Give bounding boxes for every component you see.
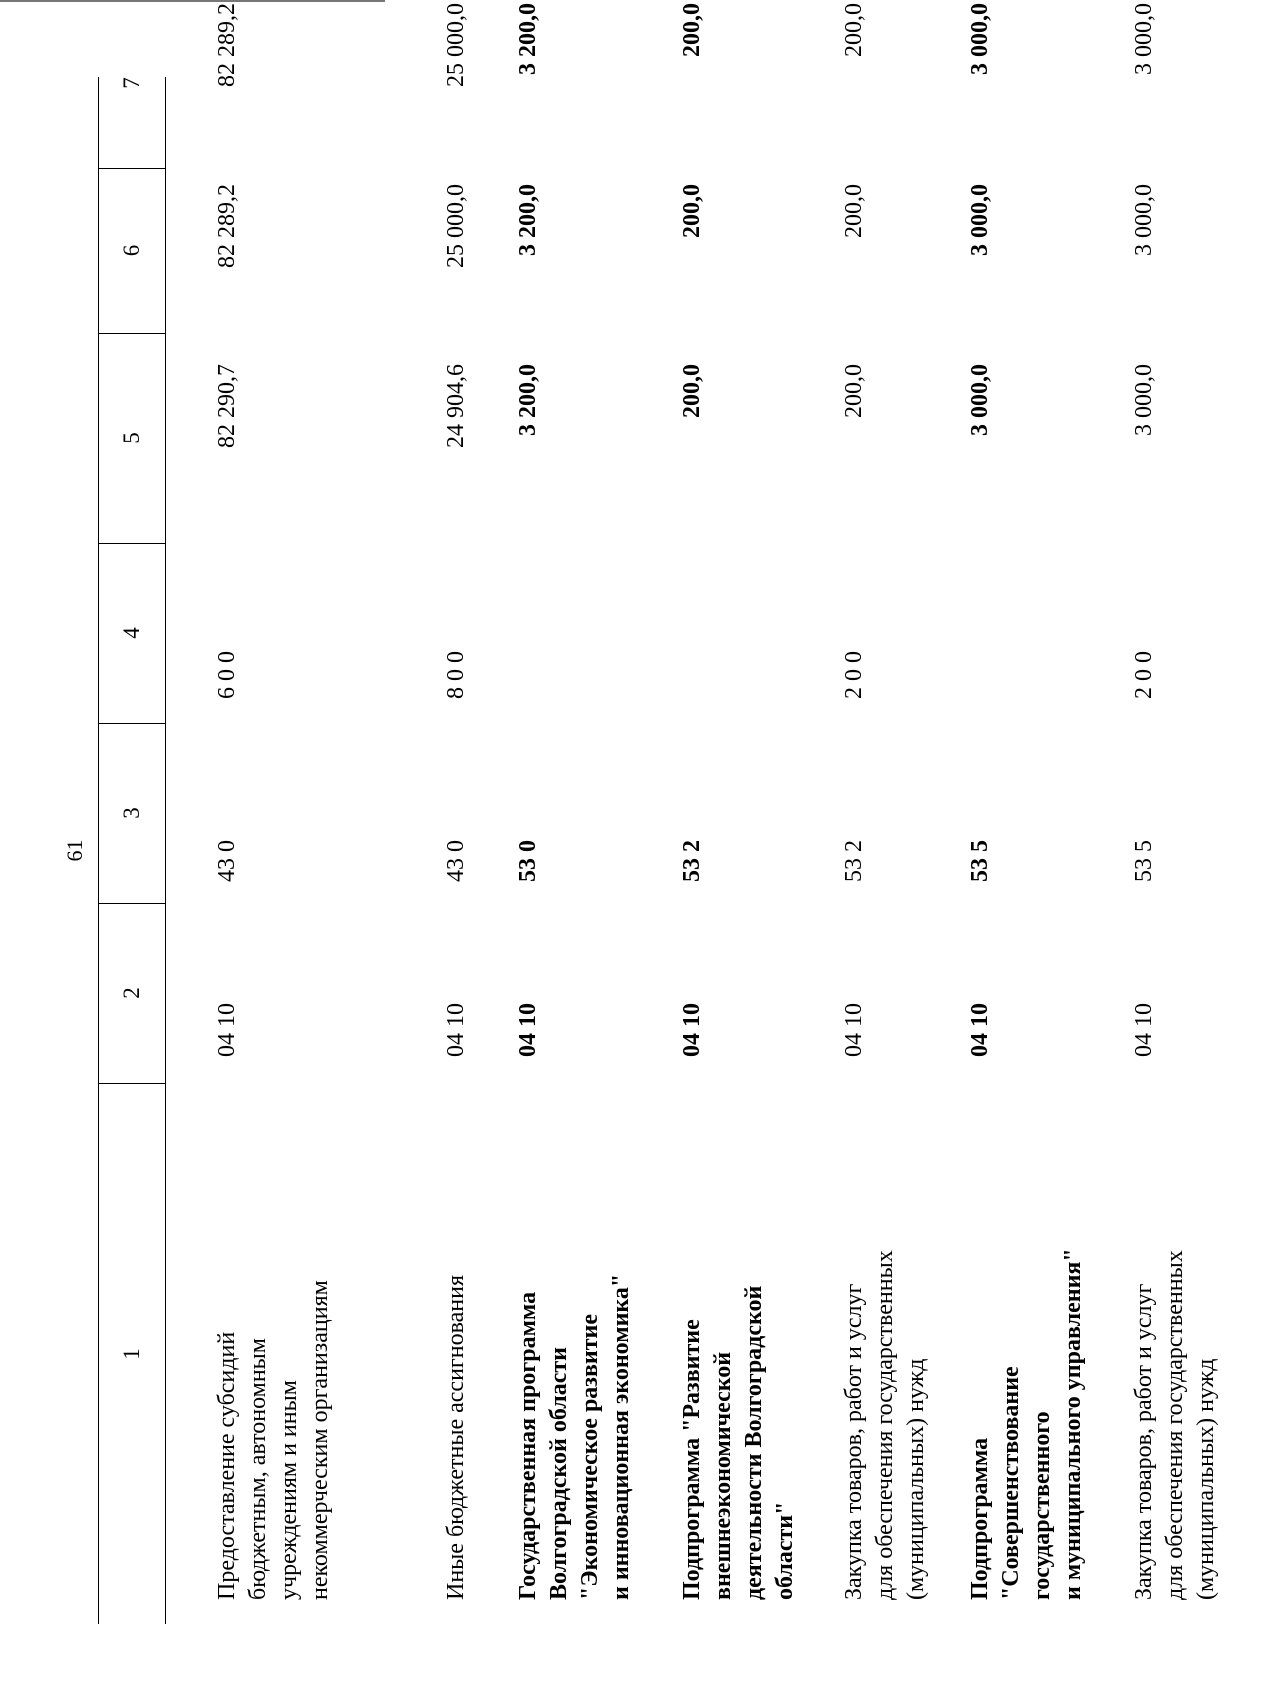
table-header [98, 77, 166, 1624]
cell-c2: 04 10 [515, 1003, 541, 1057]
cell-c2: 04 10 [841, 1003, 867, 1057]
budget-table [98, 3, 1266, 1624]
row-name-line: Предоставление субсидий [214, 1331, 240, 1600]
column-header-6: 6 [99, 168, 165, 334]
column-header-7: 7 [99, 0, 165, 169]
row-name [839, 1084, 932, 1624]
cell-c2: 04 10 [1131, 1003, 1157, 1057]
row-name-line: для обеспечения государственных [872, 1250, 898, 1600]
row-name-line: и муниципального управления" [1060, 1248, 1086, 1600]
cell-c3: 53 5 [967, 840, 993, 882]
table-row [212, 0, 362, 1624]
row-name-line: бюджетным, автономным [245, 1338, 271, 1600]
row-name-line: Закупка товаров, работ и услуг [841, 1283, 867, 1600]
cell-c7: 25 000,0 [443, 3, 469, 87]
page-number: 61 [62, 839, 87, 862]
row-name-line: области" [772, 1501, 798, 1600]
cell-c6: 82 289,2 [214, 184, 240, 268]
cell-c6: 3 200,0 [515, 184, 541, 256]
cell-c2: 04 10 [443, 1003, 469, 1057]
cell-c3: 53 0 [515, 840, 541, 882]
row-name-line: "Экономическое развитие [577, 1313, 603, 1600]
cell-c2: 04 10 [967, 1003, 993, 1057]
cell-c4: 600 [214, 645, 240, 699]
cell-c5: 3 200,0 [515, 364, 541, 436]
row-name-line: (муниципальных) нужд [1193, 1358, 1219, 1600]
cell-c6: 25 000,0 [443, 184, 469, 268]
cell-c5: 82 290,7 [214, 364, 240, 448]
cell-c3: 53 5 [1131, 840, 1157, 882]
column-header-1: 1 [119, 1348, 144, 1360]
row-name-line: учреждениям и иным [276, 1380, 302, 1600]
row-name [965, 1084, 1089, 1624]
table-body [166, 3, 1266, 1624]
cell-c7: 3 200,0 [515, 3, 541, 75]
row-name [212, 1084, 336, 1624]
row-name [513, 1084, 637, 1624]
row-name [441, 1084, 472, 1624]
row-name-line: Подпрограмма "Развитие [679, 1319, 705, 1600]
row-name-line: Волгоградской области [546, 1347, 572, 1600]
cell-c6: 200,0 [679, 184, 705, 238]
cell-c6: 200,0 [841, 184, 867, 238]
cell-c6: 3 000,0 [967, 184, 993, 256]
cell-c4: 200 [841, 645, 867, 699]
cell-c2: 04 10 [214, 1003, 240, 1057]
table-row [677, 0, 827, 1624]
row-name-line: Закупка товаров, работ и услуг [1131, 1283, 1157, 1600]
column-header-5: 5 [99, 333, 165, 544]
row-name-line: государственного [1029, 1411, 1055, 1600]
table-row [441, 0, 501, 1624]
cell-c5: 200,0 [841, 364, 867, 418]
cell-c5: 200,0 [679, 364, 705, 418]
cell-c3: 43 0 [214, 840, 240, 882]
cell-c3: 53 2 [841, 840, 867, 882]
table-row [839, 0, 939, 1624]
table-row [1129, 0, 1239, 1624]
cell-c5: 3 000,0 [967, 364, 993, 436]
table-row [965, 0, 1115, 1624]
cell-c5: 3 000,0 [1131, 364, 1157, 436]
cell-c6: 3 000,0 [1131, 184, 1157, 256]
row-name-line: деятельности Волгоградской [741, 1285, 767, 1600]
row-name-line: Подпрограмма [967, 1437, 993, 1600]
cell-c4: 200 [1131, 645, 1157, 699]
cell-c7: 3 000,0 [967, 3, 993, 75]
row-name-line: "Совершенствование [998, 1366, 1024, 1600]
cell-c5: 24 904,6 [443, 364, 469, 448]
row-name-line: и инновационная экономика" [608, 1273, 634, 1600]
row-name-line: (муниципальных) нужд [903, 1358, 929, 1600]
cell-c2: 04 10 [679, 1003, 705, 1057]
cell-c3: 43 0 [443, 840, 469, 882]
row-name-line: Иные бюджетные ассигнования [443, 1275, 469, 1600]
column-header-3: 3 [99, 723, 165, 904]
cell-c7: 82 289,2 [214, 3, 240, 87]
cell-c7: 3 000,0 [1131, 3, 1157, 75]
row-name-line: для обеспечения государственных [1162, 1250, 1188, 1600]
cell-c4: 800 [443, 645, 469, 699]
row-name-line: Государственная программа [515, 1291, 541, 1600]
row-name-line: некоммерческим организациям [307, 1280, 333, 1600]
column-header-2: 2 [99, 903, 165, 1084]
row-name [677, 1084, 801, 1624]
cell-c7: 200,0 [841, 3, 867, 57]
cell-c3: 53 2 [679, 840, 705, 882]
column-header-4: 4 [99, 543, 165, 724]
table-row [513, 0, 663, 1624]
row-name [1129, 1084, 1222, 1624]
row-name-line: внешнеэкономической [710, 1351, 736, 1600]
cell-c7: 200,0 [679, 3, 705, 57]
